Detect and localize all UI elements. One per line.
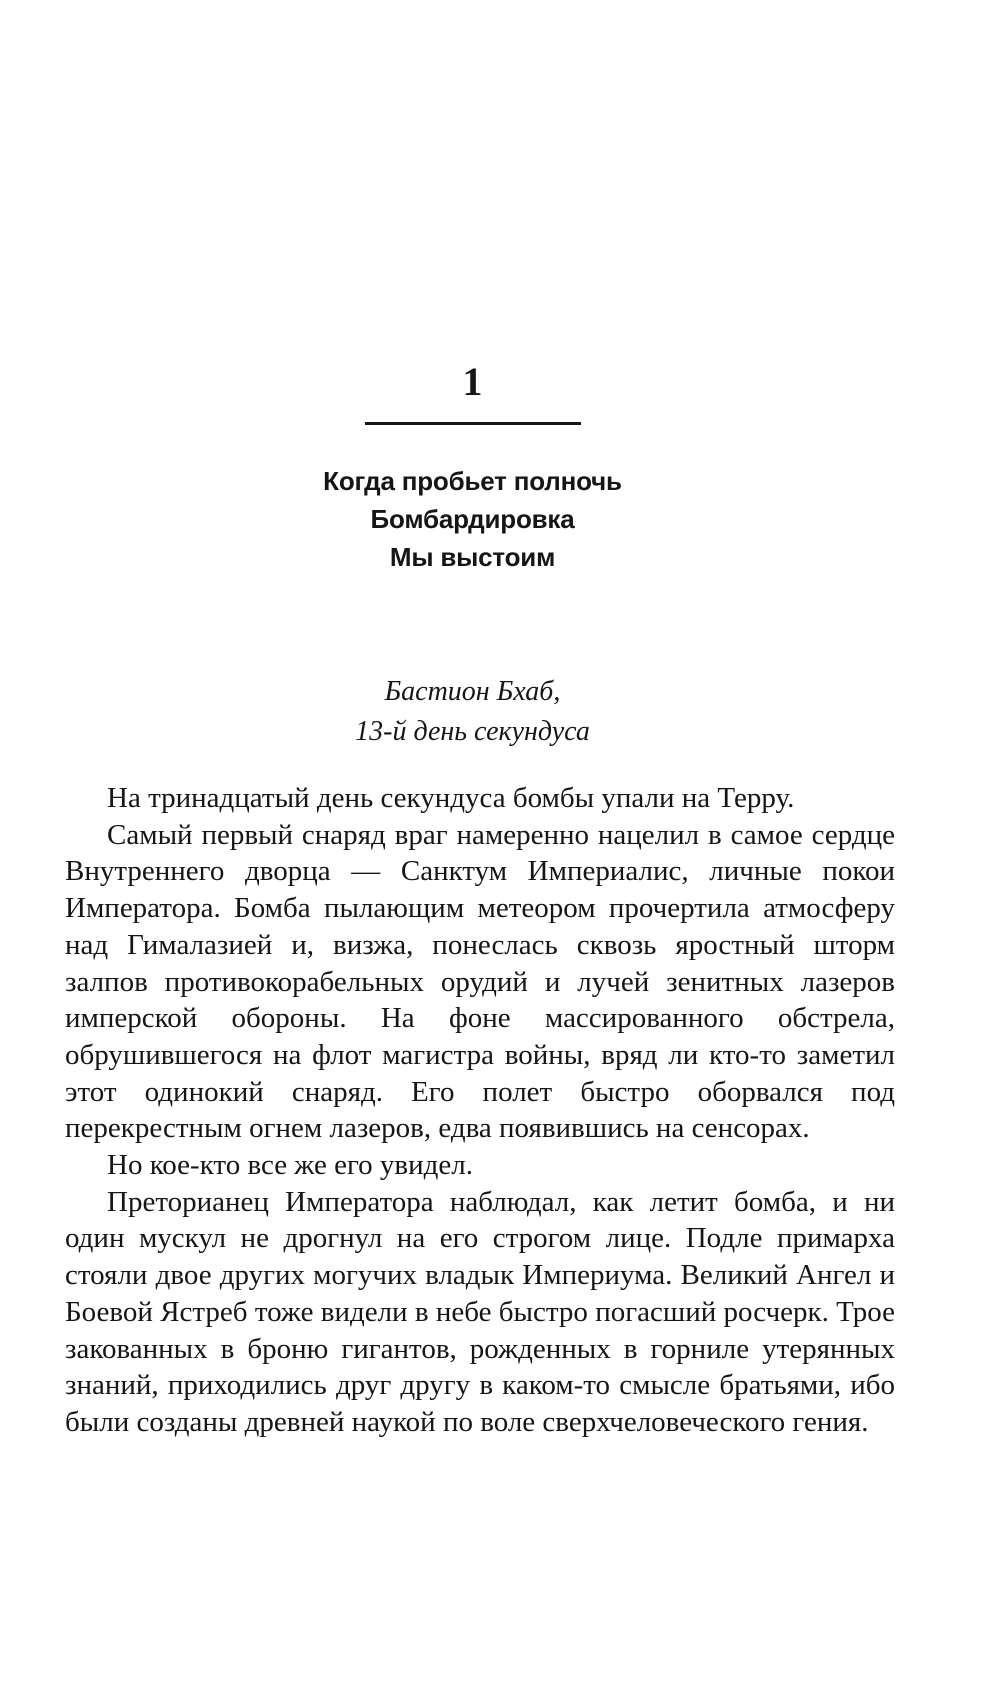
chapter-subtitle: Бомбардировка	[370, 504, 575, 534]
paragraph: Самый первый снаряд враг намеренно нацелил в самое сердце Внутреннего дворца — Санктум Империалис, личные покои Императора. Бомба пылающим метеором прочертила атмосферу над Гималазией и, визжа, понеслась сквозь яростный шторм залпов противокорабельных орудий и лучей зенитных лазеров имперской обороны. На фоне массированного обстрела, обрушившегося на флот магистра войны, вряд ли кто-то заметил этот одинокий снаряд. Его полет быстро оборвался под перекрестным огнем лазеров, едва появившись на сенсорах.	[65, 818, 895, 1145]
chapter-number: 1	[462, 359, 483, 404]
location-place: Бастион Бхаб,	[384, 676, 561, 707]
chapter-subtitle: Мы выстоим	[389, 542, 556, 572]
body-text	[65, 780, 895, 1441]
paragraph: Но кое-кто все же его увидел.	[107, 1149, 473, 1182]
paragraph: Преторианец Императора наблюдал, как летит бомба, и ни один мускул не дрогнул на его строгом лице. Подле примарха стояли двое других могучих владык Империума. Великий Ангел и Боевой Ястреб тоже видели в небе быстро погасший росчерк. Трое закованных в броню гигантов, рожденных в горниле утерянных знаний, приходились друг другу в каком-то смысле братьями, ибо были созданы древней наукой по воле сверхчеловеческого гения.	[65, 1185, 895, 1438]
location-date: 13-й день секундуса	[355, 716, 590, 747]
paragraph: На тринадцатый день секундуса бомбы упали на Терру.	[107, 782, 795, 814]
chapter-divider	[365, 422, 581, 425]
chapter-subtitles	[0, 462, 945, 576]
location-heading	[0, 672, 945, 752]
chapter-subtitle: Когда пробьет полночь	[323, 466, 622, 496]
